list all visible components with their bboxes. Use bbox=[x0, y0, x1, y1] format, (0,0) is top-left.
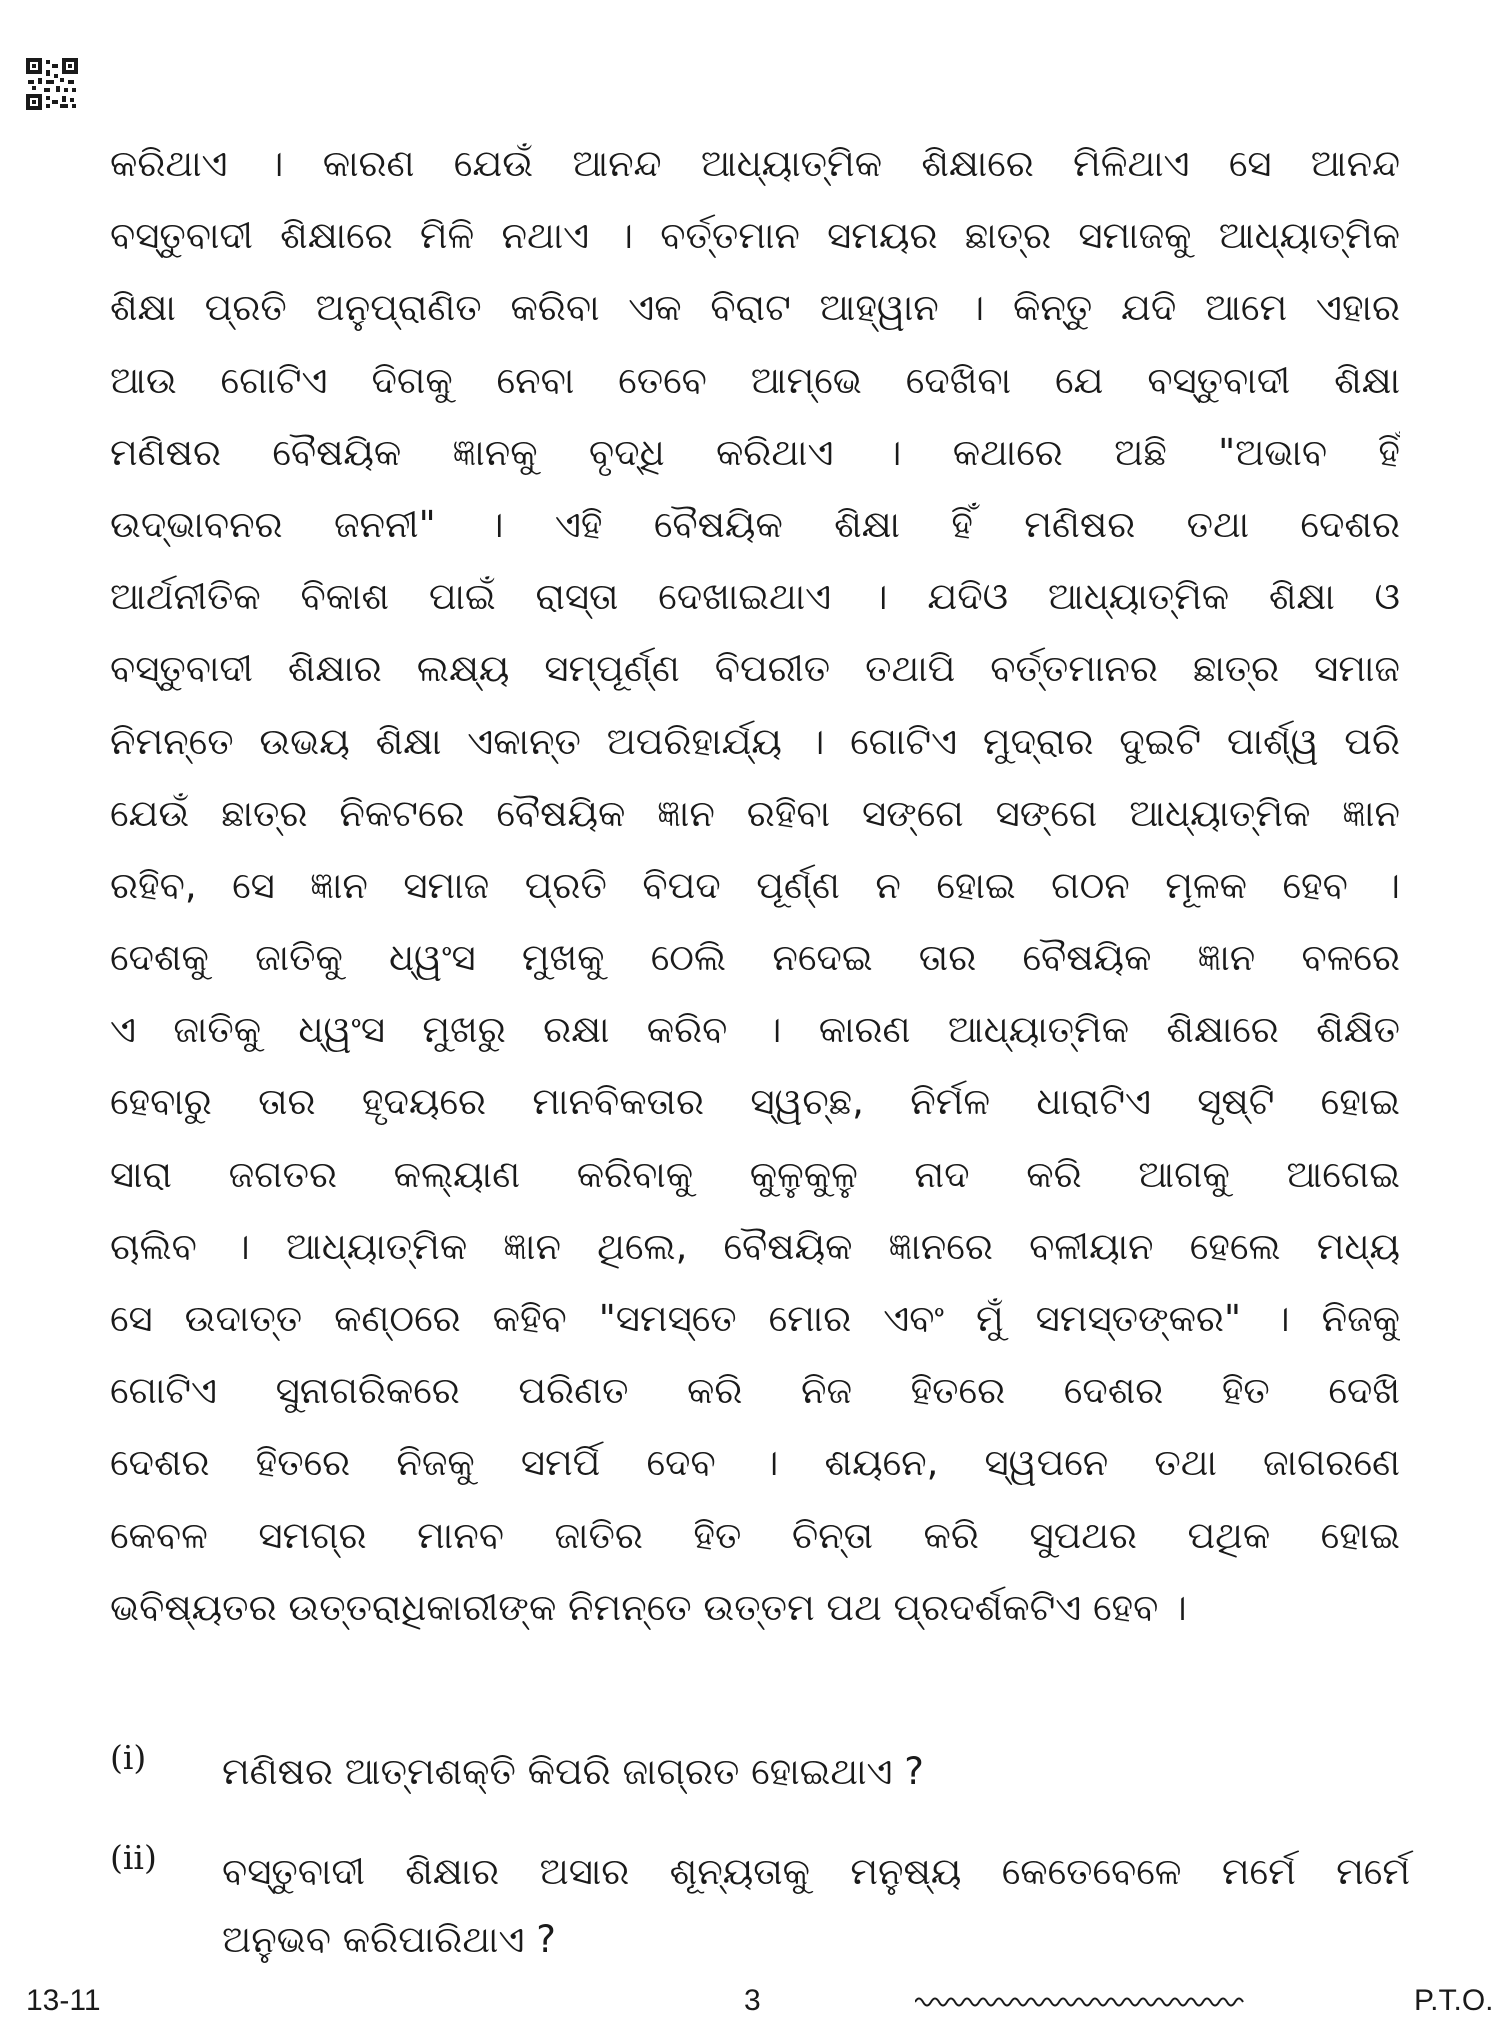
passage-line: ମଣିଷର ବୈଷୟିକ ଜ୍ଞାନକୁ ବୃଦ୍ଧି କରିଥାଏ । କଥାରେ ଅଛି "ଅଭାବ ହିଁ bbox=[110, 430, 1400, 474]
passage-line: ଆର୍ଥନୀତିକ ବିକାଶ ପାଇଁ ରାସ୍ତା ଦେଖାଇଥାଏ । ଯଦିଓ ଆଧ୍ୟାତ୍ମିକ ଶିକ୍ଷା ଓ bbox=[110, 575, 1400, 619]
question-line: ବସ୍ତୁବାଦୀ ଶିକ୍ଷାର ଅସାର ଶୂନ୍ୟତାକୁ ମନୁଷ୍ୟ କେତେବେଳେ ମର୍ମେ ମର୍ମେ bbox=[222, 1850, 1410, 1893]
passage-line: ଦେଶର ହିତରେ ନିଜକୁ ସମର୍ପି ଦେବ । ଶୟନେ, ସ୍ୱପନେ ତଥା ଜାଗରଣେ bbox=[110, 1441, 1400, 1485]
passage-line: ରହିବ, ସେ ଜ୍ଞାନ ସମାଜ ପ୍ରତି ବିପଦ ପୂର୍ଣ୍ଣ ନ ହୋଇ ଗଠନ ମୂଳକ ହେବ । bbox=[110, 863, 1400, 907]
question-line: ମଣିଷର ଆତ୍ମଶକ୍ତି କିପରି ଜାଗ୍ରତ ହୋଇଥାଏ ? bbox=[222, 1750, 924, 1793]
passage bbox=[110, 128, 1400, 1644]
footer-page-number: 3 bbox=[744, 1984, 761, 2017]
passage-line: ହେବାରୁ ତାର ହୃଦୟରେ ମାନବିକତାର ସ୍ୱଚ୍ଛ, ନିର୍ମଳ ଧାରାଟିଏ ସୃଷ୍ଟି ହୋଇ bbox=[110, 1080, 1400, 1124]
passage-line: ଯେଉଁ ଛାତ୍ର ନିକଟରେ ବୈଷୟିକ ଜ୍ଞାନ ରହିବା ସଙ୍ଗେ ସଙ୍ଗେ ଆଧ୍ୟାତ୍ମିକ ଜ୍ଞାନ bbox=[110, 791, 1400, 835]
passage-line: ଏ ଜାତିକୁ ଧ୍ୱଂସ ମୁଖରୁ ରକ୍ଷା କରିବ । କାରଣ ଆଧ୍ୟାତ୍ମିକ ଶିକ୍ଷାରେ ଶିକ୍ଷିତ bbox=[110, 1008, 1400, 1052]
passage-line: ଶିକ୍ଷା ପ୍ରତି ଅନୁପ୍ରାଣିତ କରିବା ଏକ ବିରାଟ ଆହ୍ୱାନ । କିନ୍ତୁ ଯଦି ଆମେ ଏହାର bbox=[110, 286, 1400, 330]
qr-code-icon bbox=[26, 58, 78, 110]
question-text bbox=[222, 1738, 1410, 1806]
passage-line: ସେ ଉଦାତ୍ତ କଣ୍ଠରେ କହିବ "ସମସ୍ତେ ମୋର ଏବଂ ମୁଁ ସମସ୍ତଙ୍କର" । ନିଜକୁ bbox=[110, 1297, 1400, 1340]
passage-line: ବସ୍ତୁବାଦୀ ଶିକ୍ଷାର ଲକ୍ଷ୍ୟ ସମ୍ପୂର୍ଣ୍ଣ ବିପରୀତ ତଥାପି ବର୍ତ୍ତମାନର ଛାତ୍ର ସମାଜ bbox=[110, 647, 1400, 691]
footer-paper-code: 13-11 bbox=[26, 1984, 101, 2017]
wavy-divider-icon bbox=[915, 1992, 1245, 2012]
question-number: (i) bbox=[110, 1738, 147, 1777]
passage-line: ଦେଶକୁ ଜାତିକୁ ଧ୍ୱଂସ ମୁଖକୁ ଠେଲି ନଦେଇ ତାର ବୈଷୟିକ ଜ୍ଞାନ ବଳରେ bbox=[110, 936, 1400, 980]
passage-line: ବସ୍ତୁବାଦୀ ଶିକ୍ଷାରେ ମିଳି ନଥାଏ । ବର୍ତ୍ତମାନ ସମୟର ଛାତ୍ର ସମାଜକୁ ଆଧ୍ୟାତ୍ମିକ bbox=[110, 214, 1400, 258]
passage-line: ଆଉ ଗୋଟିଏ ଦିଗକୁ ନେବା ତେବେ ଆମ୍ଭେ ଦେଖିବା ଯେ ବସ୍ତୁବାଦୀ ଶିକ୍ଷା bbox=[110, 358, 1400, 402]
passage-line: ଭବିଷ୍ୟତର ଉତ୍ତରାଧିକାରୀଙ୍କ ନିମନ୍ତେ ଉତ୍ତମ ପଥ ପ୍ରଦର୍ଶକଟିଏ ହେବ । bbox=[110, 1585, 1187, 1629]
question-line: ଅନୁଭବ କରିପାରିଥାଏ ? bbox=[222, 1918, 556, 1961]
question-number: (ii) bbox=[110, 1838, 157, 1877]
passage-line: ସାରା ଜଗତର କଲ୍ୟାଣ କରିବାକୁ କୁଳୁକୁଳୁ ନାଦ କରି ଆଗକୁ ଆଗେଇ bbox=[110, 1152, 1400, 1196]
passage-line: ଚାଲିବ । ଆଧ୍ୟାତ୍ମିକ ଜ୍ଞାନ ଥିଲେ, ବୈଷୟିକ ଜ୍ଞାନରେ ବଳୀୟାନ ହେଲେ ମଧ୍ୟ bbox=[110, 1224, 1400, 1268]
passage-line: କେବଳ ସମଗ୍ର ମାନବ ଜାତିର ହିତ ଚିନ୍ତା କରି ସୁପଥର ପଥିକ ହୋଇ bbox=[110, 1513, 1400, 1557]
passage-line: କରିଥାଏ । କାରଣ ଯେଉଁ ଆନନ୍ଦ ଆଧ୍ୟାତ୍ମିକ ଶିକ୍ଷାରେ ମିଳିଥାଏ ସେ ଆନନ୍ଦ bbox=[110, 142, 1400, 185]
footer-pto: P.T.O. bbox=[1414, 1984, 1494, 2017]
passage-line: ଉଦ୍ଭାବନର ଜନନୀ" । ଏହି ବୈଷୟିକ ଶିକ୍ଷା ହିଁ ମଣିଷର ତଥା ଦେଶର bbox=[110, 502, 1400, 546]
question-text bbox=[222, 1838, 1410, 1974]
passage-line: ନିମନ୍ତେ ଉଭୟ ଶିକ୍ଷା ଏକାନ୍ତ ଅପରିହାର୍ଯ୍ୟ । ଗୋଟିଏ ମୁଦ୍ରାର ଦୁଇଟି ପାର୍ଶ୍ୱ ପରି bbox=[110, 719, 1400, 763]
passage-line: ଗୋଟିଏ ସୁନାଗରିକରେ ପରିଣତ କରି ନିଜ ହିତରେ ଦେଶର ହିତ ଦେଖି bbox=[110, 1369, 1400, 1413]
